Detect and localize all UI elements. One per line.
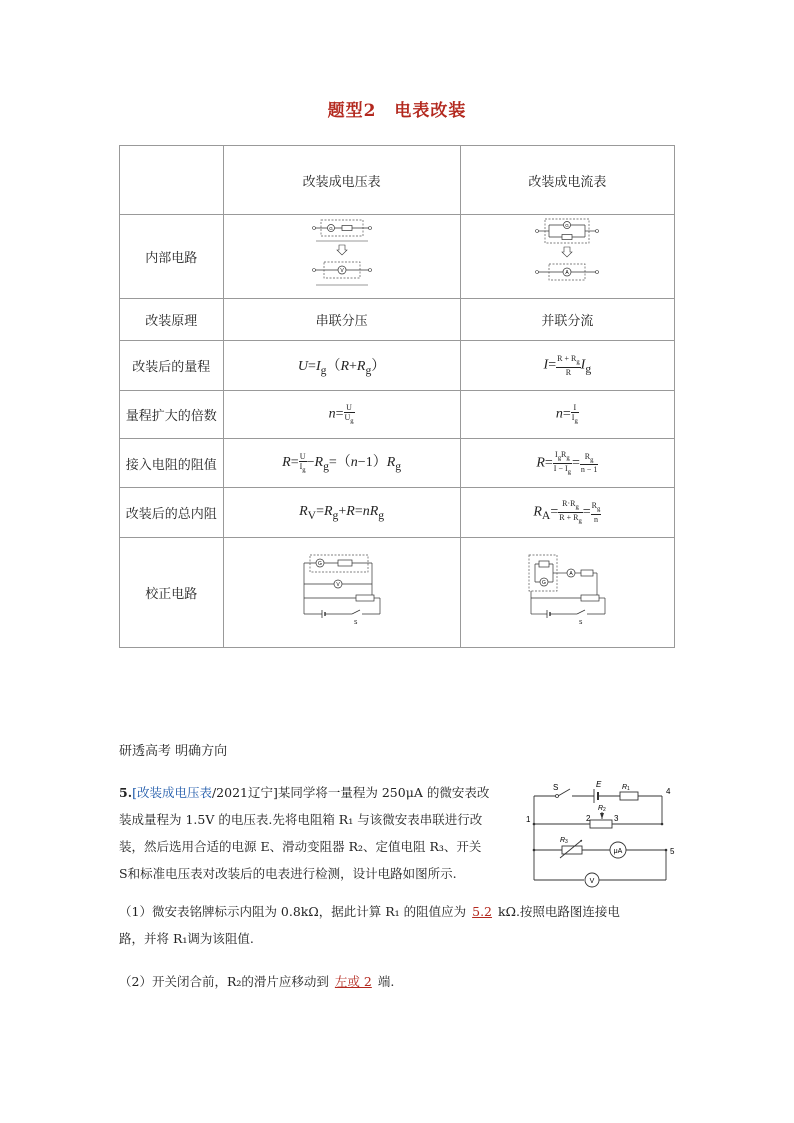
ammeter-calibration-diagram (527, 552, 607, 630)
row-label-resistor: 接入电阻的阻值 (120, 439, 224, 488)
resistor-formula-voltmeter: R= $\frac{U}{I_g}$ $-R_g=(n-1)R_g$ (223, 439, 460, 488)
principle-ammeter: 并联分流 (460, 299, 674, 341)
svg-text:V: V (335, 581, 340, 588)
voltmeter-calibration-diagram (302, 552, 382, 630)
svg-text:R: R (622, 784, 628, 791)
row-label-calibration: 校正电路 (120, 538, 224, 648)
svg-text:1: 1 (627, 786, 630, 792)
problem-source: /2021辽宁] (211, 785, 278, 800)
svg-text:V: V (589, 878, 595, 885)
row-label-range: 改装后的量程 (120, 341, 224, 391)
stem-line4: S和标准电压表对改装后的电表进行检测，设计电路如图所示. (119, 866, 457, 881)
svg-text:S: S (353, 619, 357, 626)
svg-text:E: E (596, 780, 602, 789)
q2-answer: 左或 2 (334, 974, 372, 989)
ammeter-internal-circuit (460, 215, 674, 299)
stem-line1: 某同学将一量程为 250μA 的微安表改 (277, 785, 490, 800)
meter-conversion-table (119, 145, 675, 648)
row-label-principle: 改装原理 (120, 299, 224, 341)
svg-text:2: 2 (586, 814, 591, 823)
multiple-formula-voltmeter: n= $\frac{U}{U_g}$ (223, 391, 460, 439)
q2-text-b: 端. (377, 974, 395, 989)
ammeter-calibration-circuit (460, 538, 674, 648)
svg-text:5: 5 (670, 847, 675, 856)
svg-text:4: 4 (666, 787, 671, 796)
svg-text:G: G (328, 225, 333, 231)
q1-text-c: 路，并将 R₁调为该阻值. (119, 931, 254, 946)
svg-text:A: A (565, 269, 570, 276)
voltmeter-calibration-circuit (223, 538, 460, 648)
range-formula-voltmeter: $U=I_g(R+R_g)$ (223, 341, 460, 391)
q1-text-a: （1）微安表铭牌标示内阻为 0.8kΩ，据此计算 R₁ 的阻值应为 (119, 904, 467, 919)
internal-formula-voltmeter: $R_V=R_g+R=nR_g$ (223, 488, 460, 538)
principle-voltmeter: 串联分压 (223, 299, 460, 341)
problem-tag[interactable]: [改装成电压表 (132, 785, 212, 800)
range-formula-ammeter: I= $\frac{R + R_g}{R}$ $I_g$ (460, 341, 674, 391)
resistor-formula-ammeter: R= $\frac{I_gR_g}{I - I_g}$ = $\frac{R_g}{n - 1}$ (460, 439, 674, 488)
page-title: 题型2 电表改装 (327, 101, 467, 121)
problem-stem (119, 779, 519, 887)
svg-text:S: S (579, 619, 583, 626)
problem-circuit-diagram (520, 776, 680, 888)
header-voltmeter: 改装成电压表 (223, 146, 460, 215)
voltmeter-circuit-diagram (312, 217, 372, 293)
section-heading: 研透高考 明确方向 (119, 744, 228, 759)
svg-text:1: 1 (526, 815, 531, 824)
question-2 (119, 968, 679, 995)
row-label-internal: 改装后的总内阻 (120, 488, 224, 538)
voltmeter-internal-circuit (223, 215, 460, 299)
header-ammeter: 改装成电流表 (460, 146, 674, 215)
internal-formula-ammeter: $R_A=$ $\frac{R\cdot R_g}{R + R_g}$ = $\frac{R_g}{n}$ (460, 488, 674, 538)
svg-text:R: R (598, 805, 604, 812)
svg-text:R: R (560, 837, 566, 844)
q1-text-b: kΩ.按照电路图连接电 (498, 904, 620, 919)
q1-answer: 5.2 (472, 904, 493, 919)
svg-text:G: G (317, 560, 322, 567)
svg-text:G: G (565, 222, 570, 228)
header-empty-cell (120, 146, 224, 215)
multiple-formula-ammeter: n= $\frac{I}{I_g}$ (460, 391, 674, 439)
problem-number: 5. (119, 785, 133, 800)
question-1 (119, 898, 679, 952)
ammeter-circuit-diagram (535, 217, 599, 293)
svg-text:3: 3 (565, 839, 568, 845)
row-label-multiple: 量程扩大的倍数 (120, 391, 224, 439)
stem-line2: 装成量程为 1.5V 的电压表.先将电阻箱 R₁ 与该微安表串联进行改 (119, 812, 483, 827)
svg-text:S: S (553, 783, 559, 792)
svg-text:A: A (569, 570, 574, 577)
stem-line3: 装，然后选用合适的电源 E、滑动变阻器 R₂、定值电阻 R₃、开关 (119, 839, 482, 854)
row-label-circuit: 内部电路 (120, 215, 224, 299)
svg-text:3: 3 (614, 814, 619, 823)
svg-text:μA: μA (613, 848, 623, 855)
q2-text-a: （2）开关闭合前，R₂的滑片应移动到 (119, 974, 329, 989)
svg-text:V: V (339, 267, 344, 274)
svg-text:2: 2 (603, 807, 606, 813)
svg-text:G: G (542, 579, 547, 586)
